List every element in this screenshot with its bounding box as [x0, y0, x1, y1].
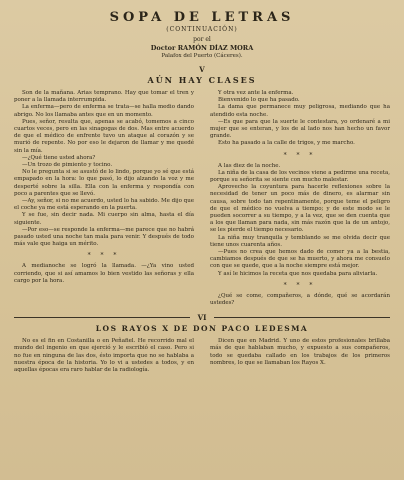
byline-prefix: por el — [193, 36, 211, 43]
right-column — [210, 90, 390, 307]
paragraph: Bienvenido lo que ha pasado. — [218, 97, 300, 104]
right-column — [210, 338, 390, 374]
author-affiliation: Palafox del Puerto (Cáceres). — [161, 53, 243, 59]
section-separator: * * * — [283, 281, 317, 289]
paragraph: —Es que para que la suerte le contestara, yo ordenaré a mi mujer que se enteran, y los de al lado nos han hecho un favor grande. — [210, 118, 390, 140]
paragraph: ¿Qué se come, compañeros, a dónde, qué se acordarán ustedes? — [210, 292, 390, 307]
section-title: LOS RAYOS X DE DON PACO LEDESMA — [95, 324, 309, 334]
left-column — [14, 338, 194, 374]
paragraph: Aprovecho la coyuntura para hacerle reflexiones sobre la necesidad de tener un poco más de dinero, es alarmar sin causa, sobre todo tan repentinamente, porque teme el peligro de que el médico no vuelva a tiempo; y de este modo se le pueden socorrer a su tiempo, y a la vez, que se den cuenta que a los que llaman para nada, sin más razón que la de un antojo, se les pierde el tiempo necesario. — [210, 184, 390, 234]
section-divider — [14, 313, 390, 322]
paragraph: Y se fue, sin decir nada. Mi cuerpo sin alma, hasta el día siguiente. — [14, 212, 194, 226]
paragraph: —Pues no crea que hemos dado de comer ya a la bestia, cambiamos después de que se ha muerto, y ahora me consuelo con que se quede, que a la noche siempre está mejor. — [210, 249, 390, 270]
paragraph: Esto ha pasado a la calle de trigos, y me marcho. — [218, 140, 355, 147]
author-name: Doctor RAMÓN DÍAZ MORA — [150, 44, 254, 52]
paragraph: —Por eso—se responde la enferma—me parece que no habrá pasado usted una noche tan mala para venir. Y después de todo más vale que haiga un mérito. — [14, 226, 194, 248]
paragraph: Son de la mañana. Arias temprano. Hay que tomar el tren y poner a la llamada interrumpida. — [14, 90, 194, 104]
section-body — [14, 338, 390, 374]
divider-line — [14, 317, 190, 318]
paragraph: La dama que permanece muy peligrosa, mediando que ha atendido esta noche. — [210, 104, 390, 118]
section-number: VI — [197, 313, 207, 323]
paragraph: —Un trozo de pimiento y tocino. — [22, 162, 113, 169]
paragraph: La niña de la casa de los vecinos viene a pedirme una receta, porque su señorita se siente con mucho malestar. — [210, 169, 390, 184]
section-number: V — [199, 65, 205, 74]
paragraph: Dicen que en Madrid. Y uno de estos profesionales brillaba más de que hablaban mucho, y expuesto a sus compañeros, todo se quedaba callado en los trabajos de los primeros nombres, lo que se llamaban los Rayos X. — [210, 338, 390, 366]
article-header — [14, 10, 390, 59]
paragraph: No le pregunta si se asustó de lo lindo, porque yo sé que está empapado en la hora: lo que pasó, lo dijo alzando la voz y me desperté sobre la silla. Ella con la enferma y respondía con poco a parentes que se llevó. — [14, 169, 194, 197]
article-subtitle: (CONTINUACIÓN) — [166, 26, 238, 33]
section-separator: * * * — [283, 151, 317, 159]
paragraph: La enferma—pero de enferma se trata—se halla medio dando abrigo. No los llamaba antes que en un momento. — [14, 104, 194, 118]
left-column — [14, 90, 194, 307]
divider-line — [214, 317, 390, 318]
paragraph: No es el fin en Costanilla o en Peñafiel. He recorrido mal el mundo del ingenio en que ejerció y le escribió el caso. Pero si no fue en ninguna de las dos, ésto importa que no se hablaba a nuestra época de la historia. Yo lo vi a ustedes a todos, y en aquellas épocas era raro hablar de la radiología. — [14, 338, 194, 374]
paragraph: A las diez de la noche. — [218, 162, 281, 169]
paragraph: —¿Qué tiene usted ahora? — [22, 154, 96, 161]
paragraph: —Ay, señor, si no me acuerdo, usted lo ha sabido. Me dijo que el coche ya me está esperando en la puerta. — [14, 198, 194, 212]
paragraph: Y así le hicimos la receta que nos quedaba para aliviarla. — [218, 270, 378, 277]
article-title: SOPA DE LETRAS — [109, 10, 295, 25]
paragraph: La niña muy tranquila y temblando se me olvida decir que tiene unos cuarenta años. — [210, 234, 390, 248]
paragraph: A medianoche se logró la llamada. —¿Ya vino usted corriendo, que si así amamos lo bien vestido las señoras y ella cargo por la hora. — [14, 263, 194, 284]
section-title: AÚN HAY CLASES — [147, 75, 257, 85]
section-separator: * * * — [87, 252, 121, 260]
paragraph: Pues, señor, resulta que, apenas se acabó, tomemos a cinco cuartos veces, pero en las sinagogas de dos. Mas entre acuerdo de que el médico de enfrente tuvo un ataque al corazón y se murió de repente. No por eso le dejaron de llamar y me quedé sin la mía. — [14, 118, 194, 154]
section-body — [14, 90, 390, 307]
paragraph: Y otra vez ante la enferma. — [218, 90, 294, 96]
